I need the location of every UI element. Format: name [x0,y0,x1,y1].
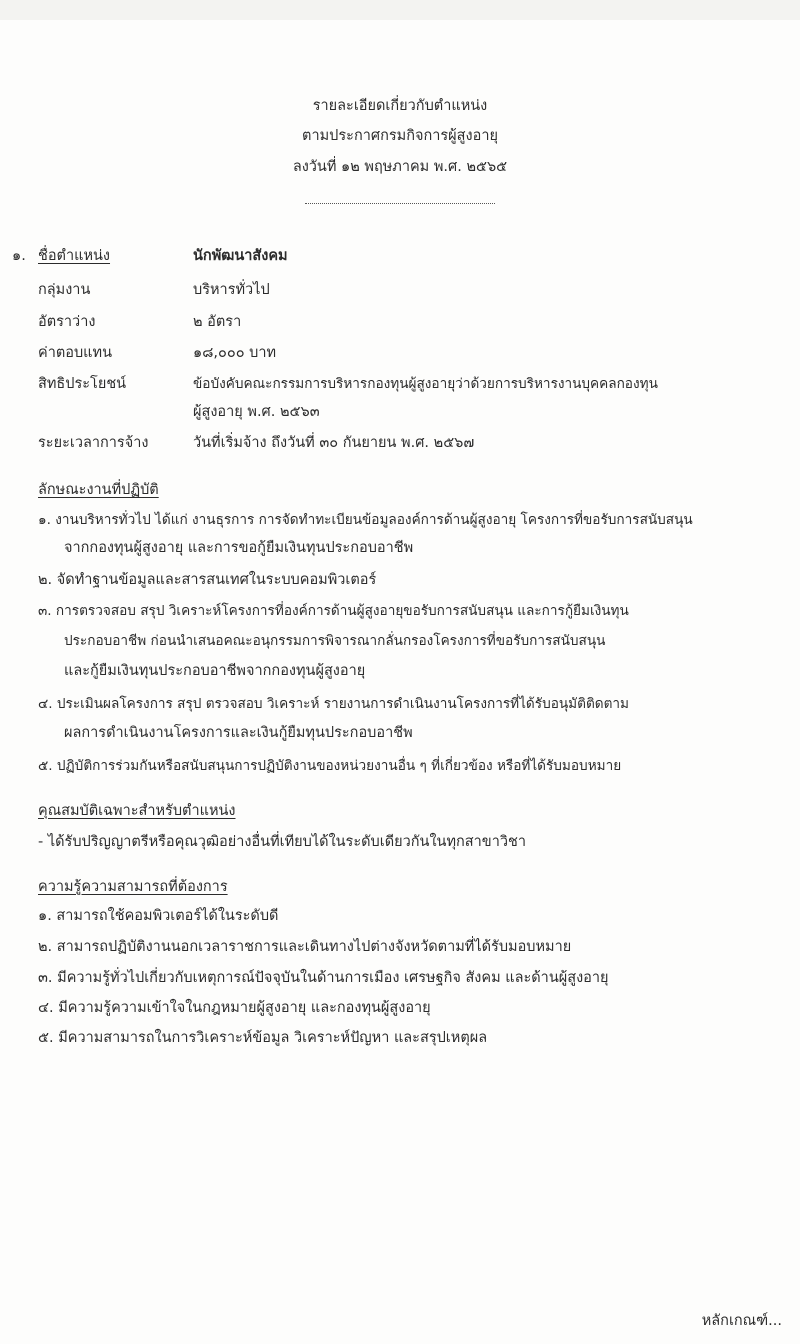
duty-item-1-cont: จากกองทุนผู้สูงอายุ และการขอกู้ยืมเงินทุนประกอบอาชีพ [64,540,414,556]
duty-item-3-cont-2: และกู้ยืมเงินทุนประกอบอาชีพจากกองทุนผู้สูงอายุ [64,663,366,679]
header-dotted-divider [305,203,495,204]
skill-item-5: ๕. มีความสามารถในการวิเคราะห์ข้อมูล วิเคราะห์ปัญหา และสรุปเหตุผล [38,1030,488,1046]
skill-item-3: ๓. มีความรู้ทั่วไปเกี่ยวกับเหตุการณ์ปัจจุบันในด้านการเมือง เศรษฐกิจ สังคม และด้านผู้สูงอายุ [38,970,609,986]
field-label-duration: ระยะเวลาการจ้าง [38,435,149,451]
continue-note: หลักเกณฑ์... [701,1313,782,1329]
field-label-group: กลุ่มงาน [38,282,91,298]
field-label-compensation: ค่าตอบแทน [38,345,112,361]
position-label: ชื่อตำแหน่ง [38,248,111,264]
field-label-benefits: สิทธิประโยชน์ [38,376,127,392]
duty-item-4-cont: ผลการดำเนินงานโครงการและเงินกู้ยืมทุนประกอบอาชีพ [64,725,413,741]
skill-item-2: ๒. สามารถปฏิบัติงานนอกเวลาราชการและเดินทางไปต่างจังหวัดตามที่ได้รับมอบหมาย [38,939,572,955]
position-title: นักพัฒนาสังคม [193,248,288,264]
position-number: ๑. [12,248,26,264]
header-line-2: ตามประกาศกรมกิจการผู้สูงอายุ [302,128,498,144]
duty-item-1: ๑. งานบริหารทั่วไป ได้แก่ งานธุรการ การจัดทำทะเบียนข้อมูลองค์การด้านผู้สูงอายุ โครงการที่ขอรับการสนับสนุน [38,512,693,528]
skills-heading: ความรู้ความสามารถที่ต้องการ [38,879,228,895]
scan-top-band [0,0,800,20]
field-label-vacancy: อัตราว่าง [38,314,96,330]
field-value-duration: วันที่เริ่มจ้าง ถึงวันที่ ๓๐ กันยายน พ.ศ. ๒๕๖๗ [193,435,475,451]
duty-item-4: ๔. ประเมินผลโครงการ สรุป ตรวจสอบ วิเคราะห์ รายงานการดำเนินงานโครงการที่ได้รับอนุมัติติดตาม [38,696,630,712]
duty-item-3: ๓. การตรวจสอบ สรุป วิเคราะห์โครงการที่องค์การด้านผู้สูงอายุขอรับการสนับสนุน และการกู้ยืมเงินทุน [38,603,629,619]
field-value-vacancy: ๒ อัตรา [193,314,242,330]
field-value-compensation: ๑๘,๐๐๐ บาท [193,345,277,361]
header-line-1: รายละเอียดเกี่ยวกับตำแหน่ง [312,98,488,114]
skill-item-4: ๔. มีความรู้ความเข้าใจในกฎหมายผู้สูงอายุ และกองทุนผู้สูงอายุ [38,1000,431,1016]
qualifications-heading: คุณสมบัติเฉพาะสำหรับตำแหน่ง [38,803,236,819]
duties-heading: ลักษณะงานที่ปฏิบัติ [38,482,159,498]
duty-item-3-cont-1: ประกอบอาชีพ ก่อนนำเสนอคณะอนุกรรมการพิจารณากลั่นกรองโครงการที่ขอรับการสนับสนุน [64,633,606,649]
field-value-benefits: ข้อบังคับคณะกรรมการบริหารกองทุนผู้สูงอายุว่าด้วยการบริหารงานบุคคลกองทุน [193,376,658,392]
qualification-item-1: - ได้รับปริญญาตรีหรือคุณวุฒิอย่างอื่นที่เทียบได้ในระดับเดียวกันในทุกสาขาวิชา [38,834,526,850]
header-line-3: ลงวันที่ ๑๒ พฤษภาคม พ.ศ. ๒๕๖๕ [292,159,508,175]
field-value-group: บริหารทั่วไป [193,282,270,298]
skill-item-1: ๑. สามารถใช้คอมพิวเตอร์ได้ในระดับดี [38,908,279,924]
field-value-benefits-cont: ผู้สูงอายุ พ.ศ. ๒๕๖๓ [193,404,320,420]
duty-item-2: ๒. จัดทำฐานข้อมูลและสารสนเทศในระบบคอมพิวเตอร์ [38,572,377,588]
duty-item-5: ๕. ปฏิบัติการร่วมกันหรือสนับสนุนการปฏิบัติงานของหน่วยงานอื่น ๆ ที่เกี่ยวข้อง หรือที่ได้รับมอบหมาย [38,758,622,774]
